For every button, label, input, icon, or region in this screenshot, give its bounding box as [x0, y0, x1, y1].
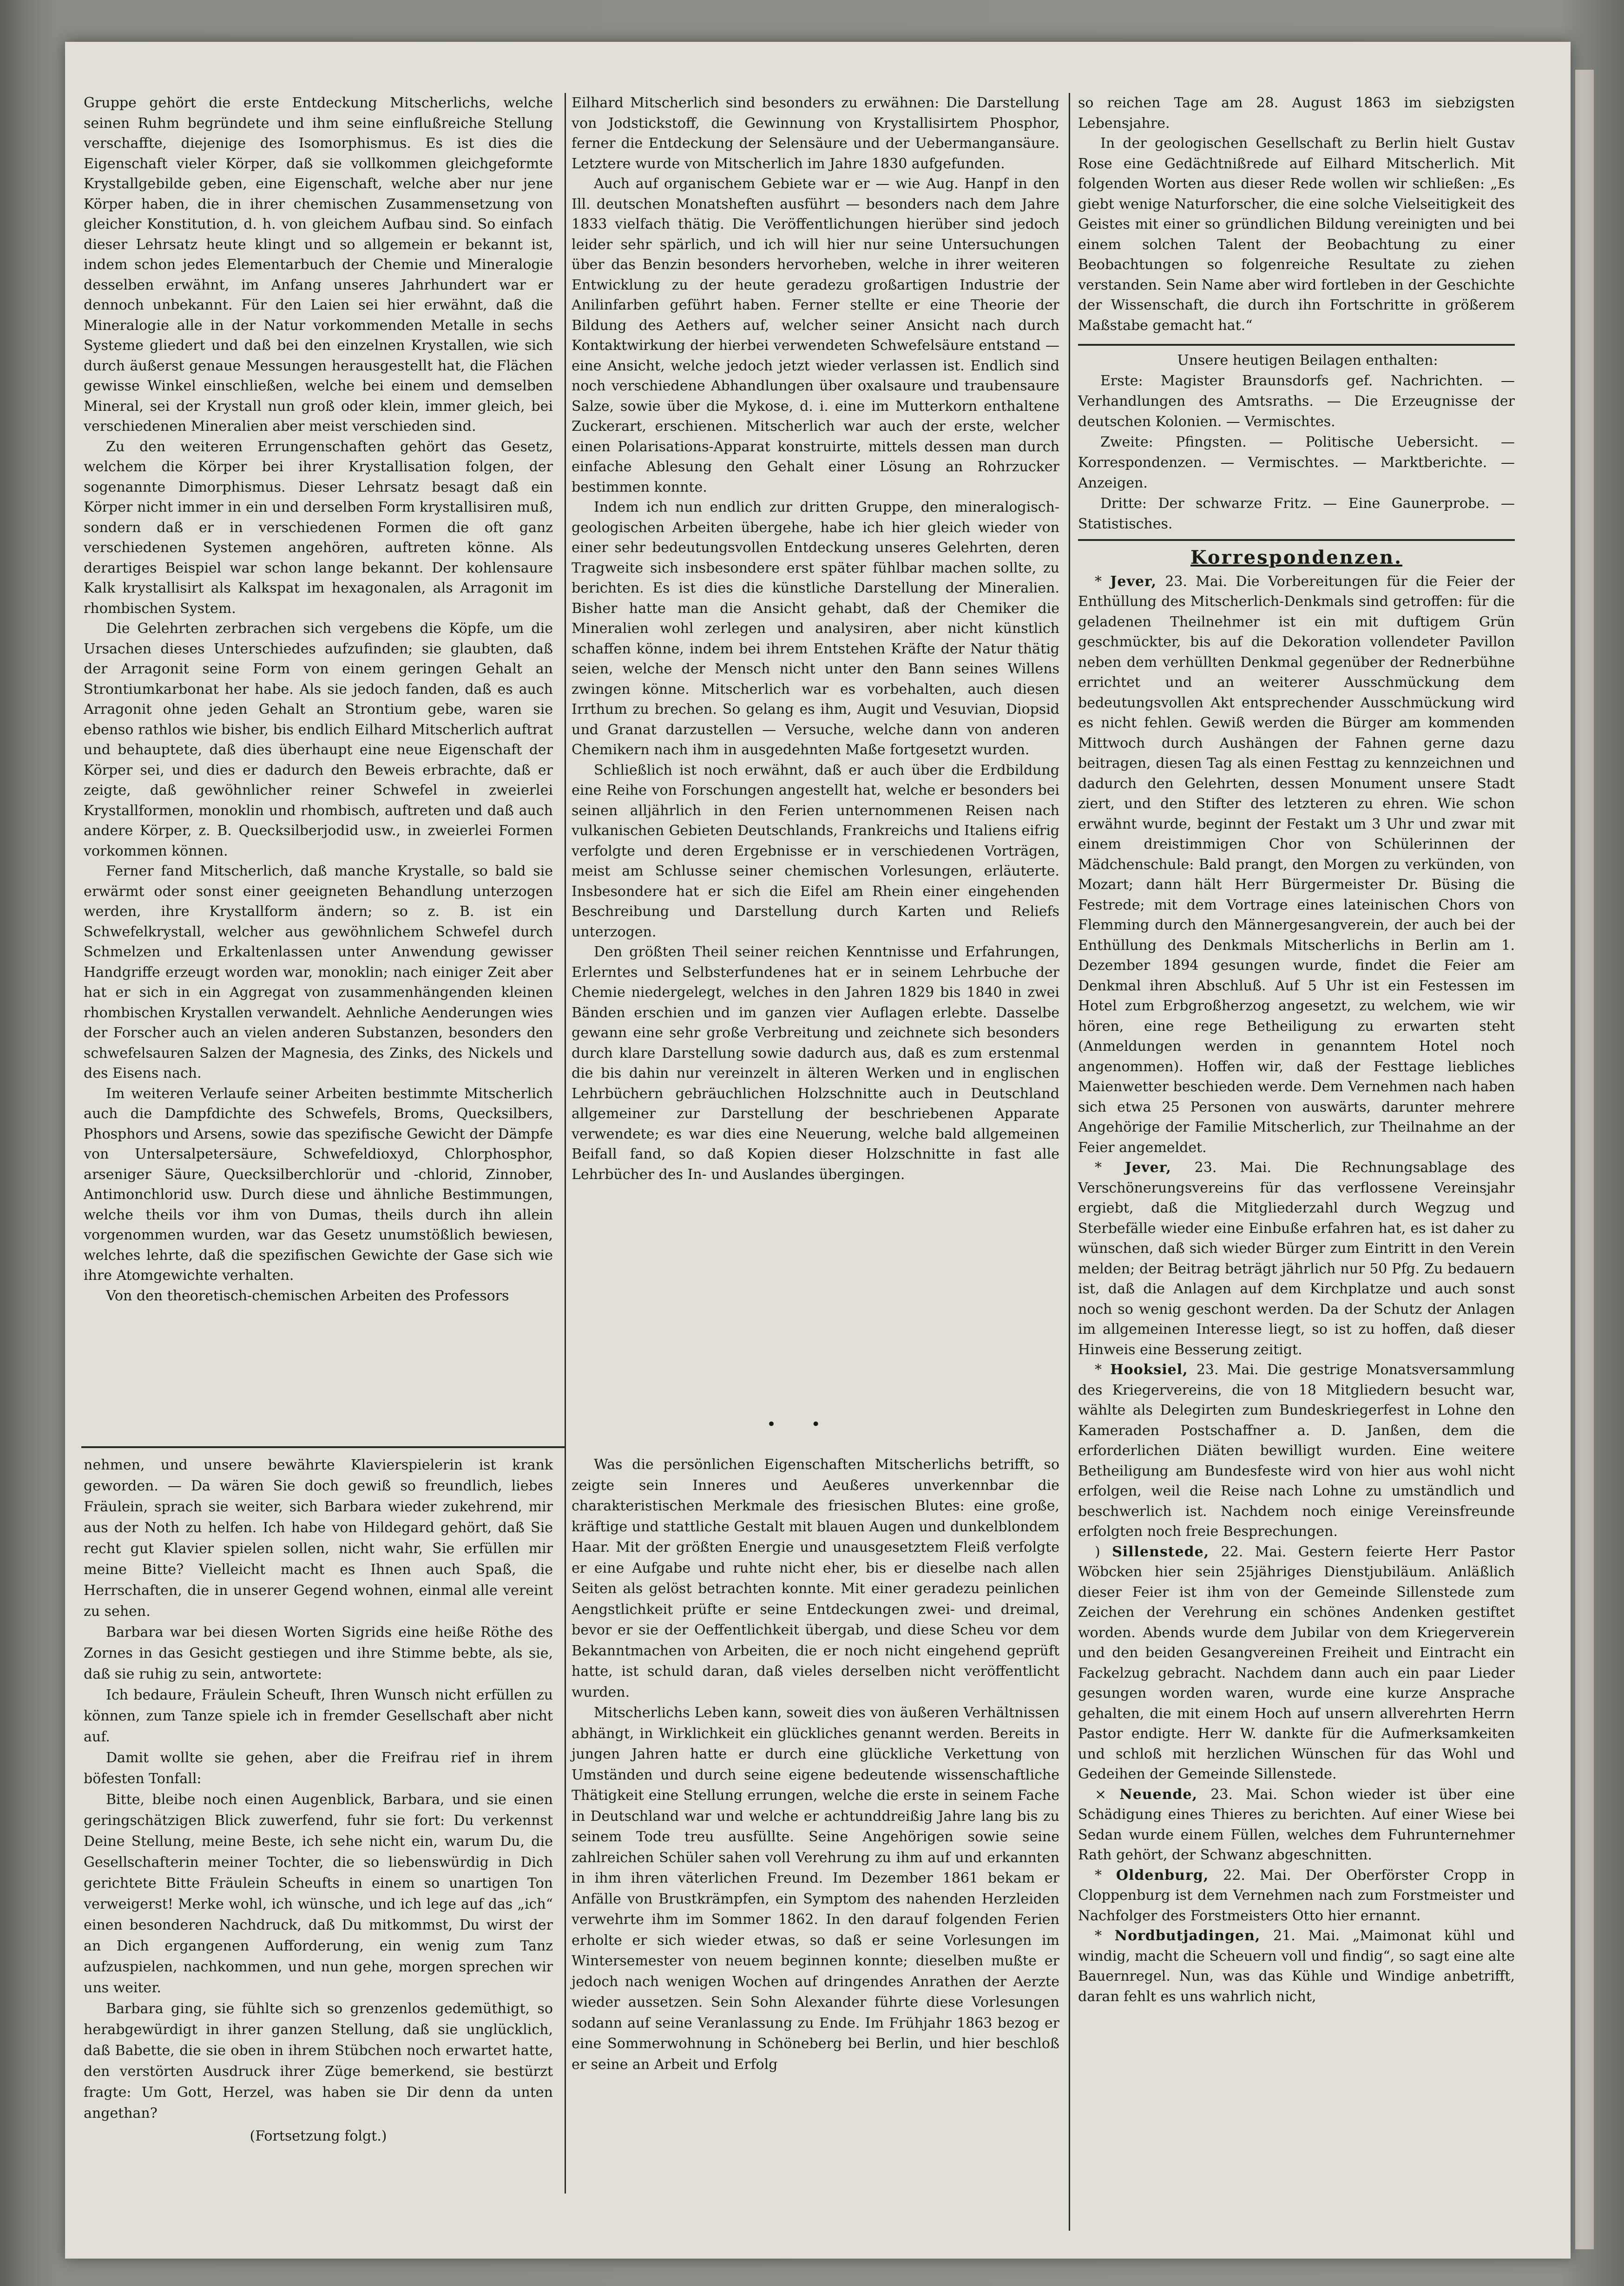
- korrespondenzen-heading: Korrespondenzen.: [1190, 547, 1403, 568]
- korrespondenzen-list: [1078, 572, 1515, 2007]
- report-text: „Maimonat kühl und windig, macht die Scheuern voll und findig“, so sagt eine alte Bauernregel. Nun, was das Kühle und Windige anbetrifft, daran fehlt es uns wahrlich nicht,: [1078, 1928, 1515, 2005]
- report-text: Schon wieder ist über eine Schädigung eines Thieres zu berichten. Auf einer Wiese bei Sedan wurde einem Füllen, welches dem Fuhrunternehmer Rath gehört, der Schwanz abgeschnitten.: [1078, 1786, 1515, 1863]
- paragraph: In der geologischen Gesellschaft zu Berlin hielt Gustav Rose eine Gedächtnißrede auf Eilhard Mitscherlich. Mit folgenden Worten aus dieser Rede wollen wir schließen: „Es giebt wenige Naturforscher, die eine solche Vielseitigkeit des Geistes mit einer so gründlichen Bildung vereinigten und bei einem solchen Talent der Beobachtung zu einer Beobachtungen so folgenreiche Resultate zu ziehen verstanden. Sein Name aber wird fortleben in der Geschichte der Wissenschaft, die durch ihn Fortschritte in größerem Maßstabe gemacht hat.“: [1078, 135, 1515, 334]
- report-place: Nordbutjadingen,: [1114, 1928, 1261, 1944]
- report-text: Die gestrige Monatsversammlung des Kriegervereins, die von 18 Mitgliedern besucht war, wählte als Delegirten zum Bundeskriegerfest in Lohne den Kameraden Postschaffner a. D. Janßen, dem die erforderlichen Diäten bewilligt wurden. Eine weitere Betheiligung am Bundesfeste wird von hier aus wohl nicht erfolgen, weil die Reise nach Lohne zu umständlich und beschwerlich ist. Nachdem noch einige Vereinsfreunde erfolgten noch freie Besprechungen.: [1078, 1362, 1515, 1540]
- paragraph: Den größten Theil seiner reichen Kenntnisse und Erfahrungen, Erlerntes und Selbsterfundenes hat er in seinem Lehrbuche der Chemie niedergelegt, welches in den Jahren 1829 bis 1840 in zwei Bänden erschien und im ganzen vier Auflagen erlebte. Dasselbe gewann eine sehr große Verbreitung und zeichnete sich besonders durch klare Darstellung sowie dadurch aus, daß es zum erstenmal die bis dahin nur vereinzelt in älteren Werken und in englischen Lehrbüchern gebräuchlichen Holzschnitte auch in Deutschland allgemeiner zur Darstellung der beschriebenen Apparate verwendete; es war dies eine Neuerung, welche bald allgemeinen Beifall fand, so daß Kopien dieser Holzschnitte in fast alle Lehrbücher des In- und Auslandes übergingen.: [572, 944, 1059, 1183]
- column-2: [572, 93, 1059, 1450]
- report-date: 22. Mai.: [1221, 1543, 1287, 1560]
- report-place: Hooksiel,: [1110, 1362, 1188, 1378]
- report: ) Sillenstede, 22. Mai. Gestern feierte Herr Pastor Wöbcken hier sein 25jähriges Dienstjubiläum. Anläßlich dieser Feier ist ihm von der Gemeinde Sillenstede zum Zeichen der Verehrung ein schönes Andenken gestiftet worden. Abends wurde dem Jubilar von dem Kriegerverein und den beiden Gesangvereinen Freiheit und Eintracht ein Fackelzug gebracht. Nachdem dann auch ein paar Lieder gesungen worden waren, wurde eine kurze Ansprache gehalten, die mit einem Hoch auf unsern allverehrten Herrn Pastor endigte. Herr W. dankte für die Aufmerksamkeiten und schloß mit herzlichen Wünschen für das Wohl und Gedeihen der Gemeinde Sillenstede.: [1078, 1543, 1515, 1782]
- paragraph: Im weiteren Verlaufe seiner Arbeiten bestimmte Mitscherlich auch die Dampfdichte des Schwefels, Broms, Quecksilbers, Phosphors und Arsens, sowie das spezifische Gewicht der Dämpfe von Untersalpetersäure, Schwefeldioxyd, Chlorphosphor, arseniger Säure, Quecksilberchlorür und -chlorid, Zinnober, Antimonchlorid usw. Durch diese und ähnliche Bestimmungen, welche theils vor ihm von Dumas, theils durch ihn allein vorgenommen wurden, war das Gesetz unumstößlich bewiesen, welches lehrte, daß die spezifischen Gewichte der Gase sich wie ihre Atomgewichte verhalten.: [84, 1085, 553, 1284]
- paragraph: nehmen, und unsere bewährte Klavierspielerin ist krank geworden. — Da wären Sie doch gewiß so freundlich, liebes Fräulein, sprach sie weiter, sich Barbara wieder zukehrend, mir aus der Noth zu helfen. Ich habe von Hildegard gehört, daß Sie recht gut Klavier spielen sollen, nicht wahr, Sie erfüllen mir meine Bitte? Vielleicht macht es Ihnen auch Spaß, die Herrschaften, die in unserer Gegend wohnen, einmal alle vereint zu sehen.: [84, 1457, 553, 1620]
- report-text: Der Oberförster Cropp in Cloppenburg ist dem Vernehmen nach zum Forstmeister und Nachfolger des Forstmeisters Otto hier ernannt.: [1078, 1867, 1515, 1924]
- report-date: 23. Mai.: [1165, 573, 1228, 590]
- beilagen-title: Unsere heutigen Beilagen enthalten:: [1177, 352, 1438, 369]
- report: * Jever, 23. Mai. Die Vorbereitungen für die Feier der Enthüllung des Mitscherlich-Denkmals sind getroffen: für die geladenen Theilnehmer ist ein mit duftigem Grün geschmückter, bis auf die Dekoration vollendeter Pavillon neben dem verhüllten Denkmal gegenüber der Rednerbühne errichtet und an weiterer Ausschmückung dem bedeutungsvollen Akt entsprechender Ausschmückung wird es nicht fehlen. Gewiß werden die Bürger am kommenden Mittwoch durch Aushängen der Fahnen gerne dazu beitragen, diesen Tag als einen Festtag zu kennzeichnen und dadurch den Gelehrten, dessen Monument unsere Stadt ziert, und den Stifter des letzteren zu ehren. Wie schon erwähnt wurde, beginnt der Festakt um 3 Uhr und zwar mit einem dreistimmigen Chor von Schülerinnen der Mädchenschule: Bald prangt, den Morgen zu verkünden, von Mozart; dann hält Herr Bürgermeister Dr. Büsing die Festrede; mit dem Vortrage eines lateinischen Chors von Flemming durch den Männergesangverein, der auch bei der Enthüllung des Denkmals Mitscherlichs in Berlin am 1. Dezember 1894 gesungen wurde, findet die Feier am Denkmal ihren Abschluß. Auf 5 Uhr ist ein Festessen im Hotel zum Erbgroßherzog angesetzt, zu welchem, wie wir hören, eine rege Betheiligung zu erwarten steht (Anmeldungen werden in genanntem Hotel noch angenommen). Hoffen wir, daß der Festtage liebliches Maienwetter beschieden werde. Dem Vernehmen nach haben sich etwa 25 Personen von auswärts, darunter mehrere Angehörige der Familie Mitscherlich, zur Theilnahme an der Feier angemeldet.: [1078, 573, 1515, 1156]
- report: × Neuende, 23. Mai. Schon wieder ist über eine Schädigung eines Thieres zu berichten. Auf einer Wiese bei Sedan wurde einem Füllen, welches dem Fuhrunternehmer Rath gehört, der Schwanz abgeschnitten.: [1078, 1786, 1515, 1863]
- beilagen-line: Erste: Magister Braunsdorfs gef. Nachrichten. — Verhandlungen des Amtsraths. — Die Erzeugnisse der deutschen Kolonien. — Vermischtes.: [1078, 373, 1515, 430]
- beilagen-line: Dritte: Der schwarze Fritz. — Eine Gaunerprobe. — Statistisches.: [1078, 495, 1515, 532]
- report-place: Neuende,: [1119, 1786, 1198, 1803]
- paragraph: Gruppe gehört die erste Entdeckung Mitscherlichs, welche seinen Ruhm begründete und ihm seine einflußreiche Stellung verschaffte, diejenige des Isomorphismus. Es ist dies die Eigenschaft vieler Körper, daß sie vollkommen gleichgeformte Krystallgebilde geben, eine Eigenschaft, welche aber nur jene Körper haben, die in ihrer chemischen Zusammensetzung von gleicher Konstitution, d. h. von gleichem Aufbau sind. So einfach dieser Lehrsatz heute klingt und so allgemein er bekannt ist, indem schon jedes Elementarbuch der Chemie und Mineralogie desselben erwähnt, im Anfang unseres Jahrhundert war er dennoch unbekannt. Für den Laien sei hier erwähnt, daß die Mineralogie alle in der Natur vorkommenden Metalle in sechs Systeme gliedert und daß bei den einzelnen Krystallen, wie sich durch äußerst genaue Messungen herausgestellt hat, die Flächen gewisse Winkel einschließen, welche bei einem und demselben Mineral, sei der Krystall nun groß oder klein, immer gleich, bei verschiedenen Mineralien aber meist verschieden sind.: [84, 95, 553, 435]
- paragraph: Indem ich nun endlich zur dritten Gruppe, den mineralogisch-geologischen Arbeiten übergehe, habe ich hier gleich wieder von einer sehr bedeutungsvollen Entdeckung unseres Gelehrten, deren Tragweite sich insbesondere erst später fühlbar machen sollte, zu berichten. Es ist dies die künstliche Darstellung der Mineralien. Bisher hatte man die Ansicht gehabt, daß der Chemiker die Mineralien wohl zerlegen und analysiren, aber nicht künstlich schaffen könne, indem bei ihrem Entstehen Kräfte der Natur thätig seien, welche der Mensch nicht unter den Bann seines Willens zwingen könne. Mitscherlich war es vorbehalten, auch diesen Irrthum zu brechen. So gelang es ihm, Augit und Vesuvian, Diopsid und Granat darzustellen — Versuche, welche dann von anderen Chemikern nach ihm in ausgedehnten Maße fortgesetzt wurden.: [572, 499, 1059, 758]
- column-2-lower: [572, 1455, 1059, 2075]
- paragraph: Die Gelehrten zerbrachen sich vergebens die Köpfe, um die Ursachen dieses Unterschiedes aufzufinden; sie glaubten, daß der Arragonit seine Form von einem geringen Gehalt an Strontiumkarbonat her habe. Als sie jedoch fanden, daß es auch Arragonit ohne jeden Gehalt an Strontium gebe, waren sie ebenso rathlos wie bisher, bis endlich Eilhard Mitscherlich auftrat und behauptete, daß dies überhaupt eine neue Eigenschaft der Körper sei, und dies er dadurch den Beweis erbrachte, daß er zeigte, daß gewöhnlicher reiner Schwefel in zweierlei Krystallformen, monoklin und rhombisch, auftreten und daß auch andere Körper, z. B. Quecksilberjodid usw., in zweierlei Formen vorkommen können.: [84, 620, 553, 859]
- paragraph: Barbara ging, sie fühlte sich so grenzenlos gedemüthigt, so herabgewürdigt in ihrer ganzen Stellung, daß sie unglücklich, daß Babette, die sie oben in ihrem Stübchen noch erwartet hatte, den verstörten Ausdruck ihrer Züge bemerkend, sie bestürzt fragte: Um Gott, Herzel, was haben sie Dir denn da unten angethan?: [84, 2001, 553, 2121]
- column-1: [84, 93, 553, 1478]
- paragraph: Schließlich ist noch erwähnt, daß er auch über die Erdbildung eine Reihe von Forschungen angestellt hat, welche er besonders bei seinen alljährlich in den Ferien unternommenen Reisen nach vulkanischen Gebieten Deutschlands, Frankreichs und Italiens eifrig verfolgte und deren Ergebnisse er in verschiedenen Vorträgen, meist am Schlusse seiner chemischen Vorlesungen, erläuterte. Insbesondere hat er sich die Eifel am Rhein einer eingehenden Beschreibung und Darstellung durch Karten und Reliefs unterzogen.: [572, 762, 1059, 940]
- paragraph: Zu den weiteren Errungenschaften gehört das Gesetz, welchem die Körper bei ihrer Krystallisation folgen, der sogenannte Dimorphismus. Dieser Lehrsatz besagt daß ein Körper nicht immer in ein und derselben Form krystallisiren muß, sondern daß er in verschiedenen Formen die oft ganz verschiedenen Systemen angehören, auftreten könne. Als derartiges Beispiel war schon lange bekannt. Der kohlensaure Kalk krystallisirt als Kalkspat im hexagonalen, als Arragonit im rhombischen System.: [84, 438, 553, 617]
- page-edge: [1575, 70, 1594, 2249]
- paragraph: Eilhard Mitscherlich sind besonders zu erwähnen: Die Darstellung von Jodstickstoff, die Gewinnung von Krystallisirtem Phosphor, ferner die Entdeckung der Selensäure und der Uebermangansäure. Letztere wurde von Mitscherlich im Jahre 1830 aufgefunden.: [572, 95, 1059, 172]
- continuation-note: (Fortsetzung folgt.): [250, 2128, 387, 2144]
- report-date: 23. Mai.: [1196, 1362, 1259, 1378]
- beilagen-box: [1078, 350, 1515, 534]
- paragraph: Was die persönlichen Eigenschaften Mitscherlichs betrifft, so zeigte sein Inneres und Aeußeres unverkennbar die charakteristischen Merkmale des friesischen Blutes: eine große, kräftige und stattliche Gestalt mit blauen Augen und dunkelblondem Haar. Mit der größten Energie und unausgesetztem Fleiß verfolgte er eine Aufgabe und ruhte nicht eher, bis er dieselbe nach allen Seiten als gelöst betrachten konnte. Mit einer geradezu peinlichen Aengstlichkeit prüfte er seine Entdeckungen zwei- und dreimal, bevor er sie der Oeffentlichkeit übergab, und diese Scheu vor dem Bekanntmachen von Arbeiten, die er noch nicht eingehend geprüft hatte, ist schuld daran, daß vieles derselben nicht veröffentlicht wurden.: [572, 1456, 1059, 1700]
- paragraph: Damit wollte sie gehen, aber die Freifrau rief in ihrem böfesten Tonfall:: [84, 1750, 553, 1787]
- paragraph: so reichen Tage am 28. August 1863 im siebzigsten Lebensjahre.: [1078, 95, 1515, 132]
- section-rule: [1078, 539, 1515, 541]
- report-place: Jever,: [1124, 1159, 1171, 1176]
- paragraph: Auch auf organischem Gebiete war er — wie Aug. Hanpf in den Ill. deutschen Monatsheften ausführt — besonders nach dem Jahre 1833 vielfach thätig. Die Veröffentlichungen hierüber sind jedoch leider sehr spärlich, und ich will hier nur seine Untersuchungen über das Benzin besonders hervorheben, welche in ihrer weiteren Entwicklung zu der heute geradezu großartigen Industrie der Anilinfarben geführt haben. Ferner stellte er eine Theorie der Bildung des Aethers auf, welcher seiner Ansicht nach durch Kontaktwirkung der hierbei verwendeten Schwefelsäure entstand — eine Ansicht, welche jedoch jetzt wieder verlassen ist. Endlich sind noch verschiedene Abhandlungen über oxalsaure und traubensaure Salze, sowie über die Mykose, d. i. eine im Mutterkorn enthaltene Zuckerart, erschienen. Mitscherlich war auch der erste, welcher einen Polarisations-Apparat konstruirte, mittels dessen man durch einfache Ablesung den Gehalt einer Lösung an Rohrzucker bestimmen konnte.: [572, 176, 1059, 495]
- feuilleton-story: [84, 1455, 553, 2147]
- beilagen-line: Zweite: Pfingsten. — Politische Uebersicht. — Korrespondenzen. — Vermischtes. — Marktberichte. — Anzeigen.: [1078, 434, 1515, 491]
- report-text: Die Vorbereitungen für die Feier der Enthüllung des Mitscherlich-Denkmals sind getroffen: für die geladenen Theilnehmer ist ein mit duftigem Grün geschmückter, bis auf die Dekoration vollendeter Pavillon neben dem verhüllten Denkmal gegenüber der Rednerbühne errichtet und an weiterer Ausschmückung dem bedeutungsvollen Akt entsprechender Ausschmückung wird es nicht fehlen. Gewiß werden die Bürger am kommenden Mittwoch durch Aushängen der Fahnen gerne dazu beitragen, diesen Tag als einen Festtag zu kennzeichnen und dadurch den Gelehrten, dessen Monument unsere Stadt ziert, und den Stifter des letzteren zu ehren. Wie schon erwähnt wurde, beginnt der Festakt um 3 Uhr und zwar mit einem dreistimmigen Chor von Schülerinnen der Mädchenschule: Bald prangt, den Morgen zu verkünden, von Mozart; dann hält Herr Bürgermeister Dr. Büsing die Festrede; mit dem Vortrage eines lateinischen Chors von Flemming durch den Männergesangverein, der auch bei der Enthüllung des Denkmals Mitscherlichs in Berlin am 1. Dezember 1894 gesungen wurde, findet die Feier am Denkmal ihren Abschluß. Auf 5 Uhr ist ein Festessen im Hotel zum Erbgroßherzog angesetzt, zu welchem, wie wir hören, eine rege Betheiligung zu erwarten steht (Anmeldungen werden in genanntem Hotel noch angenommen). Hoffen wir, daß der Festtage liebliches Maienwetter beschieden werde. Dem Vernehmen nach haben sich etwa 25 Personen von auswärts, darunter mehrere Angehörige der Familie Mitscherlich, zur Theilnahme an der Feier angemeldet.: [1078, 573, 1515, 1156]
- paragraph: Mitscherlichs Leben kann, soweit dies von äußeren Verhältnissen abhängt, in Wirklichkeit ein glückliches genannt werden. Bereits in jungen Jahren hatte er durch eine glückliche Verkettung von Umständen und durch seine eigene bedeutende wissenschaftliche Thätigkeit eine Stellung errungen, welche die erste in seinem Fache in Deutschland war und welche er achtunddreißig Jahre lang bis zu seinem Tode treu ausfüllte. Seine Angehörigen sowie seine zahlreichen Schüler sahen voll Verehrung zu ihm auf und erkannten in ihm ihren väterlichen Freund. Im Dezember 1861 bekam er Anfälle von Brustkrämpfen, ein Symptom des nahenden Herzleiden verwehrte ihm im Sommer 1862. In den darauf folgenden Ferien erholte er sich wieder etwas, so daß er seine Vorlesungen im Wintersemester von neuem beginnen konnte; dieselben mußte er jedoch nach wenigen Wochen auf dringendes Anrathen der Aerzte wieder aussetzen. Sein Sohn Alexander führte diese Vorlesungen sodann auf seine Veranlassung zu Ende. Im Frühjahr 1863 bezog er eine Sommerwohnung in Schöneberg bei Berlin, und hier beschloß er seine an Arbeit und Erfolg: [572, 1705, 1059, 2073]
- column-rule: [1069, 93, 1070, 2231]
- separator-dots: • •: [767, 1415, 829, 1434]
- report: * Nordbutjadingen, 21. Mai. „Maimonat kühl und windig, macht die Scheuern voll und findig“, so sagt eine alte Bauernregel. Nun, was das Kühle und Windige anbetrifft, daran fehlt es uns wahrlich nicht,: [1078, 1928, 1515, 2005]
- report: * Hooksiel, 23. Mai. Die gestrige Monatsversammlung des Kriegervereins, die von 18 Mitgliedern besucht war, wählte als Delegirten zum Bundeskriegerfest in Lohne den Kameraden Postschaffner a. D. Janßen, dem die erforderlichen Diäten bewilligt wurden. Eine weitere Betheiligung am Bundesfeste wird von hier aus wohl nicht erfolgen, weil die Reise nach Lohne zu umständlich und beschwerlich ist. Nachdem noch einige Vereinsfreunde erfolgten noch freie Besprechungen.: [1078, 1362, 1515, 1540]
- paragraph: Ferner fand Mitscherlich, daß manche Krystalle, so bald sie erwärmt oder sonst einer geeigneten Behandlung unterzogen werden, ihre Krystallform ändern; so z. B. ist ein Schwefelkrystall, welcher aus gewöhnlichem Schwefel durch Schmelzen und Erkaltenlassen unter Anwendung gewisser Handgriffe erzeugt worden war, monoklin; nach einiger Zeit aber hat er sich in ein Aggregat von zusammenhängenden kleinen rhombischen Krystallen verwandelt. Aehnliche Aenderungen wies der Forscher auch an vielen anderen Substanzen, besonders den schwefelsauren Salzen der Magnesia, des Zinks, des Nickels und des Eisens nach.: [84, 863, 553, 1081]
- report-text: Gestern feierte Herr Pastor Wöbcken hier sein 25jähriges Dienstjubiläum. Anläßlich dieser Feier ist ihm von der Gemeinde Sillenstede zum Zeichen der Verehrung ein schönes Andenken gestiftet worden. Abends wurde dem Jubilar von dem Kriegerverein und den beiden Gesangvereinen Freiheit und Eintracht ein Fackelzug gebracht. Nachdem dann auch ein paar Lieder gesungen worden waren, wurde eine kurze Ansprache gehalten, die mit einem Hoch auf unsern allverehrten Herrn Pastor endigte. Herr W. dankte für die Aufmerksamkeiten und schloß mit herzlichen Wünschen für das Wohl und Gedeihen der Gemeinde Sillenstede.: [1078, 1543, 1515, 1782]
- paragraph: Ich bedaure, Fräulein Scheuft, Ihren Wunsch nicht erfüllen zu können, zum Tanze spiele ich in fremder Gesellschaft aber nicht auf.: [84, 1687, 553, 1745]
- column-rule: [565, 1450, 566, 2194]
- report-date: 23. Mai.: [1210, 1786, 1277, 1803]
- paragraph: Barbara war bei diesen Worten Sigrids eine heiße Röthe des Zornes in das Gesicht gestiegen und ihre Stimme bebte, als sie, daß sie ruhig zu sein, antwortete:: [84, 1624, 553, 1682]
- paragraph: Von den theoretisch-chemischen Arbeiten des Professors: [106, 1287, 509, 1304]
- report: * Jever, 23. Mai. Die Rechnungsablage des Verschönerungsvereins für das verflossene Vereinsjahr ergiebt, daß die Mitgliederzahl durch Wegzug und Sterbefälle wieder eine Einbuße erfahren hat, es ist daher zu wünschen, daß sich wieder Bürger zum Eintritt in den Verein melden; der Beitrag beträgt jährlich nur 50 Pfg. Zu bedauern ist, daß die Anlagen auf dem Kirchplatze und auch sonst noch so wenig geschont werden. Da der Schutz der Anlagen im allgemeinen Interesse liegt, so ist zu hoffen, daß dieser Hinweis eine Besserung zeitigt.: [1078, 1159, 1515, 1358]
- paragraph: Bitte, bleibe noch einen Augenblick, Barbara, und sie einen geringschätzigen Blick zuwerfend, fuhr sie fort: Du verkennst Deine Stellung, meine Beste, ich sehe nicht ein, warum Du, die Gesellschafterin meiner Tochter, die so liebenswürdig in Dich gerichtete Bitte Fräulein Scheufts in einem so unartigen Ton verweigerst! Merke wohl, ich wünsche, und ich lege auf das „ich“ einen besonderen Nachdruck, daß Du mitkommst, Du wirst der an Dich ergangenen Aufforderung, ein wenig zum Tanz aufzuspielen, nachkommen, und nun gehe, morgen sprechen wir uns weiter.: [84, 1792, 553, 1996]
- report-place: Oldenburg,: [1116, 1867, 1209, 1884]
- section-rule: [1078, 344, 1515, 346]
- column-rule: [565, 93, 566, 1455]
- column-3: [1078, 93, 1515, 2007]
- report-place: Sillenstede,: [1112, 1543, 1210, 1560]
- report-date: 23. Mai.: [1194, 1159, 1271, 1176]
- report-text: Die Rechnungsablage des Verschönerungsvereins für das verflossene Vereinsjahr ergiebt, daß die Mitgliederzahl durch Wegzug und Sterbefälle wieder eine Einbuße erfahren hat, es ist daher zu wünschen, daß sich wieder Bürger zum Eintritt in den Verein melden; der Beitrag beträgt jährlich nur 50 Pfg. Zu bedauern ist, daß die Anlagen auf dem Kirchplatze und auch sonst noch so wenig geschont werden. Da der Schutz der Anlagen im allgemeinen Interesse liegt, so ist zu hoffen, daß dieser Hinweis eine Besserung zeitigt.: [1078, 1159, 1515, 1358]
- report-place: Jever,: [1110, 573, 1157, 590]
- report-date: 22. Mai.: [1223, 1867, 1291, 1884]
- report-date: 21. Mai.: [1273, 1928, 1340, 1944]
- report: * Oldenburg, 22. Mai. Der Oberförster Cropp in Cloppenburg ist dem Vernehmen nach zum Forstmeister und Nachfolger des Forstmeisters Otto hier ernannt.: [1078, 1867, 1515, 1924]
